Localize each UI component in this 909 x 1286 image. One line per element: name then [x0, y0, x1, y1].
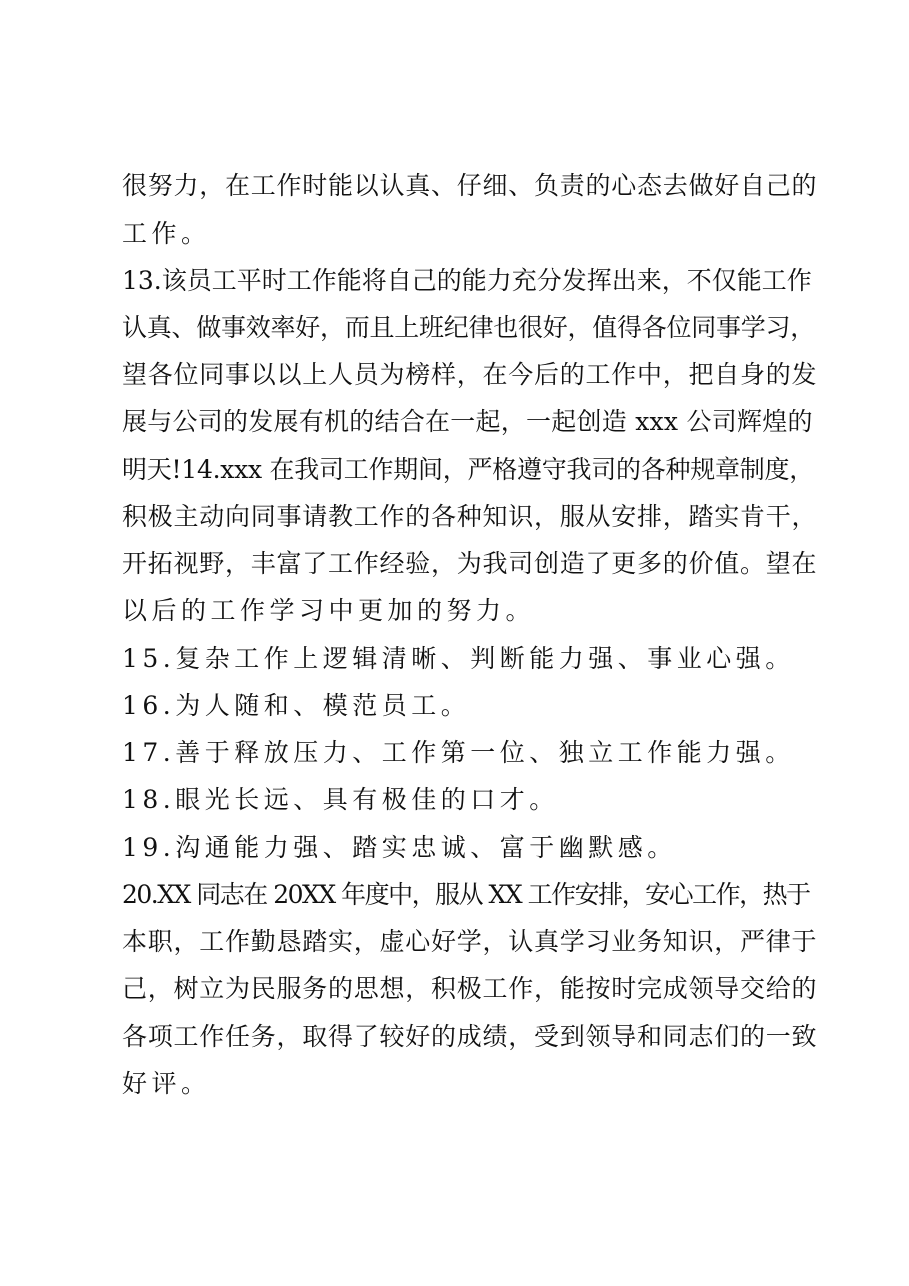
text-line: 19.沟通能力强、踏实忠诚、富于幽默感。 — [122, 833, 677, 862]
text-line: 明天!14.xxx 在我司工作期间，严格遵守我司的各种规章制度， — [122, 455, 815, 484]
text-line: 18.眼光长远、具有极佳的口才。 — [122, 785, 559, 814]
text-line: 很努力，在工作时能以认真、仔细、负责的心态去做好自己的 — [122, 171, 818, 200]
text-line: 积极主动向同事请教工作的各种知识，服从安排，踏实肯干， — [122, 502, 818, 531]
text-line: 好评。 — [122, 1069, 211, 1098]
text-line: 20.XX 同志在 20XX 年度中，服从 XX 工作安排，安心工作，热于 — [122, 880, 810, 909]
text-line: 认真、做事效率好，而且上班纪律也很好，值得各位同事学习， — [122, 313, 816, 342]
text-line: 展与公司的发展有机的结合在一起，一起创造 xxx 公司辉煌的 — [122, 407, 813, 436]
text-line: 15.复杂工作上逻辑清晰、判断能力强、事业心强。 — [122, 644, 795, 673]
text-line: 13.该员工平时工作能将自己的能力充分发挥出来，不仅能工作 — [122, 266, 812, 295]
text-line: 各项工作任务，取得了较好的成绩，受到领导和同志们的一致 — [122, 1022, 818, 1051]
text-line: 望各位同事以以上人员为榜样，在今后的工作中，把自身的发 — [122, 360, 818, 389]
text-line: 16.为人随和、模范员工。 — [122, 691, 471, 720]
text-line: 以后的工作学习中更加的努力。 — [122, 596, 536, 625]
text-line: 工作。 — [122, 219, 211, 248]
text-line: 17.善于释放压力、工作第一位、独立工作能力强。 — [122, 738, 795, 767]
text-line: 开拓视野，丰富了工作经验，为我司创造了更多的价值。望在 — [122, 549, 818, 578]
text-line: 己，树立为民服务的思想，积极工作，能按时完成领导交给的 — [122, 974, 818, 1003]
text-line: 本职，工作勤恳踏实，虚心好学，认真学习业务知识，严律于 — [122, 927, 818, 956]
